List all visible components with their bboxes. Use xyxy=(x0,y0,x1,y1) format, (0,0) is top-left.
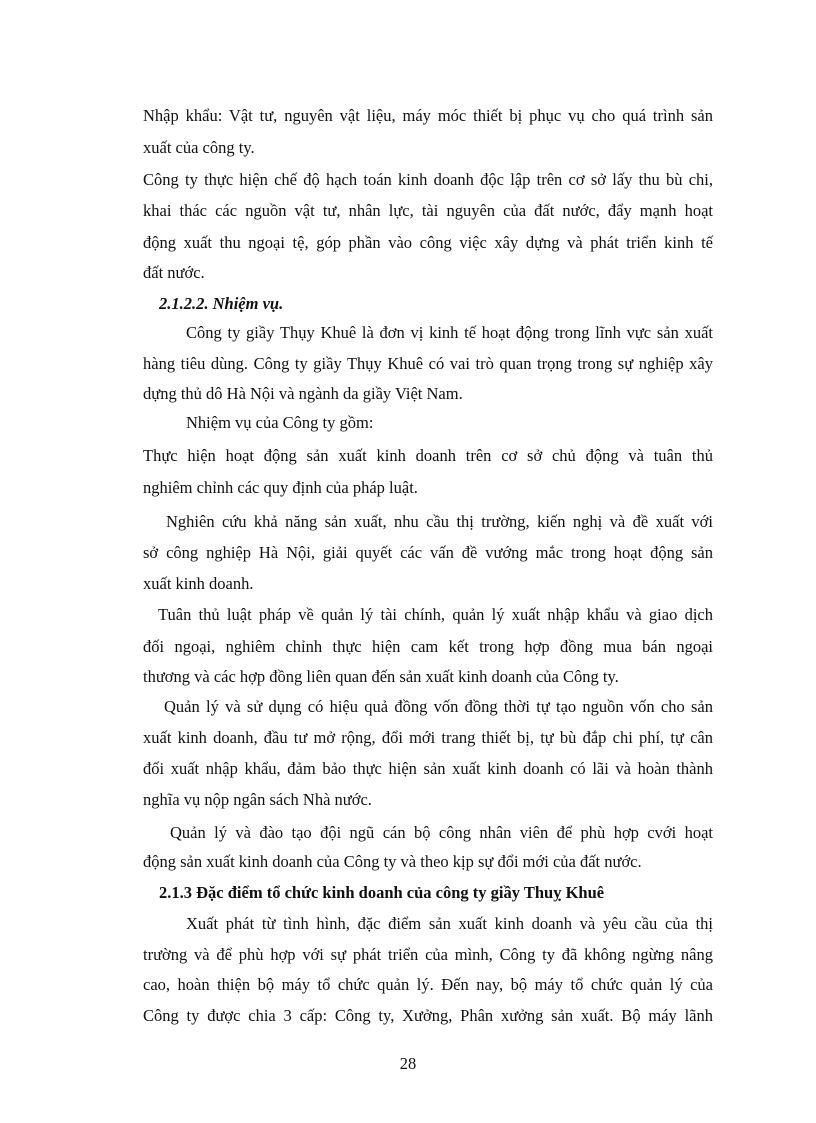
body-line: Tuân thủ luật pháp về quản lý tài chính, quản lý xuất nhập khẩu và giao dịch xyxy=(158,605,713,624)
body-line: khai thác các nguồn vật tư, nhân lực, tài nguyên của đất nước, đẩy mạnh hoạt xyxy=(143,201,713,220)
body-line: Nhiệm vụ của Công ty gồm: xyxy=(186,413,374,432)
body-line: động sản xuất kinh doanh của Công ty và theo kịp sự đổi mới của đất nước. xyxy=(143,852,642,871)
body-line: thương và các hợp đồng liên quan đến sản xuất kinh doanh của Công ty. xyxy=(143,667,619,686)
body-line: động xuất thu ngoại tệ, góp phần vào công việc xây dựng và phát triển kinh tế xyxy=(143,233,713,252)
body-line: Công ty giầy Thụy Khuê là đơn vị kinh tế hoạt động trong lĩnh vực sản xuất xyxy=(186,323,713,342)
body-line: cao, hoàn thiện bộ máy tổ chức quản lý. Đến nay, bộ máy tổ chức quản lý của xyxy=(143,975,713,994)
body-line: đối ngoại, nghiêm chỉnh thực hiện cam kết trong hợp đồng mua bán ngoại xyxy=(143,637,713,656)
body-line: Nghiên cứu khả năng sản xuất, nhu cầu thị trường, kiến nghị và đề xuất với xyxy=(166,512,713,531)
section-heading: 2.1.2.2. Nhiệm vụ. xyxy=(159,294,284,313)
body-line: Nhập khẩu: Vật tư, nguyên vật liệu, máy móc thiết bị phục vụ cho quá trình sản xyxy=(143,106,713,125)
body-line: xuất kinh doanh, đầu tư mở rộng, đổi mới trang thiết bị, tự bù đắp chi phí, tự cân xyxy=(143,728,713,747)
body-line: Quản lý và đào tạo đội ngũ cán bộ công nhân viên để phù hợp cvới hoạt xyxy=(170,823,713,842)
page-number: 28 xyxy=(399,1054,417,1073)
body-line: xuất của công ty. xyxy=(143,138,255,157)
body-line: sở công nghiệp Hà Nội, giải quyết các vấn đề vướng mắc trong hoạt động sản xyxy=(143,543,713,562)
body-line: nghĩa vụ nộp ngân sách Nhà nước. xyxy=(143,790,372,809)
body-line: dựng thủ dô Hà Nội và ngành da giầy Việt Nam. xyxy=(143,384,463,403)
body-line: đất nước. xyxy=(143,263,205,282)
body-line: Thực hiện hoạt động sản xuất kinh doanh trên cơ sở chủ động và tuân thủ xyxy=(143,446,713,465)
body-line: đối xuất nhập khẩu, đảm bảo thực hiện sản xuất kinh doanh có lãi và hoàn thành xyxy=(143,759,713,778)
section-heading: 2.1.3 Đặc điểm tổ chức kinh doanh của công ty giầy Thuỵ Khuê xyxy=(159,883,605,902)
body-line: trường và để phù hợp với sự phát triển của mình, Công ty đã không ngừng nâng xyxy=(143,945,713,964)
body-line: xuất kinh doanh. xyxy=(143,574,254,593)
body-line: Quản lý và sử dụng có hiệu quả đồng vốn đồng thời tự tạo nguồn vốn cho sản xyxy=(164,697,713,716)
body-line: Công ty thực hiện chế độ hạch toán kinh doanh độc lập trên cơ sở lấy thu bù chi, xyxy=(143,170,713,189)
body-line: hàng tiêu dùng. Công ty giầy Thụy Khuê có vai trò quan trọng trong sự nghiệp xây xyxy=(143,354,713,373)
body-line: nghiêm chỉnh các quy định của pháp luật. xyxy=(143,478,418,497)
body-line: Công ty được chia 3 cấp: Công ty, Xưởng, Phân xưởng sản xuất. Bộ máy lãnh xyxy=(143,1006,713,1025)
body-line: Xuất phát từ tình hình, đặc điểm sản xuất kinh doanh và yêu cầu của thị xyxy=(186,914,713,933)
